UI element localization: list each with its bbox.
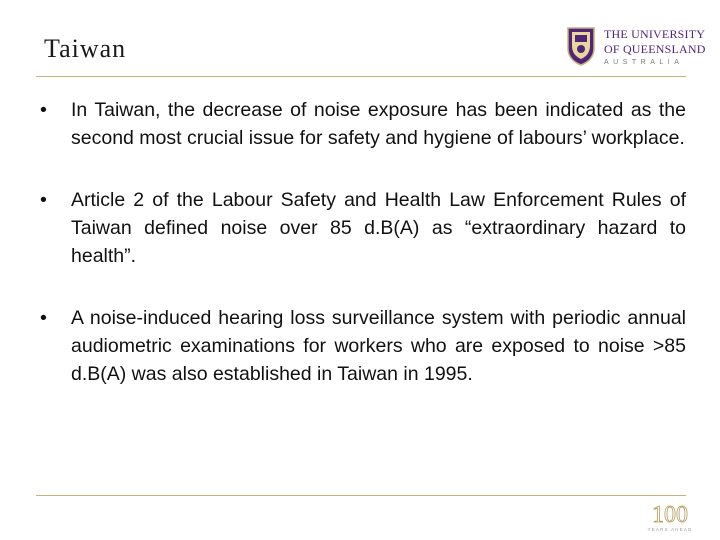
bullet-symbol: • bbox=[40, 307, 47, 329]
logo-line-2: OF QUEENSLAND bbox=[604, 42, 706, 56]
bullet-list bbox=[40, 96, 686, 422]
bullet-item bbox=[40, 96, 686, 152]
emblem-number: 100 bbox=[652, 502, 688, 528]
university-crest-icon bbox=[566, 26, 596, 66]
bullet-symbol: • bbox=[40, 99, 47, 121]
logo-line-3: AUSTRALIA bbox=[604, 59, 684, 66]
slide-title: Taiwan bbox=[44, 34, 127, 63]
bullet-text: In Taiwan, the decrease of noise exposure has been indicated as the second most crucial issue for safety and hygiene of labours’ workplace. bbox=[71, 99, 686, 149]
header-divider bbox=[36, 76, 686, 77]
footer-divider bbox=[36, 495, 686, 496]
bullet-text: Article 2 of the Labour Safety and Health Law Enforcement Rules of Taiwan defined noise over 85 d.B(A) as “extraordinary hazard to health”. bbox=[71, 189, 686, 267]
bullet-symbol: • bbox=[40, 189, 47, 211]
centenary-emblem-icon bbox=[646, 500, 694, 534]
bullet-text: A noise-induced hearing loss surveillance system with periodic annual audiometric examinations for workers who are exposed to noise >85 d.B(A) was also established in Taiwan in 1995. bbox=[71, 307, 686, 385]
university-logo bbox=[566, 24, 706, 70]
emblem-caption: YEARS AHEAD bbox=[647, 527, 693, 532]
logo-line-1: THE UNIVERSITY bbox=[604, 27, 706, 41]
bullet-item bbox=[40, 304, 686, 388]
bullet-item bbox=[40, 186, 686, 270]
